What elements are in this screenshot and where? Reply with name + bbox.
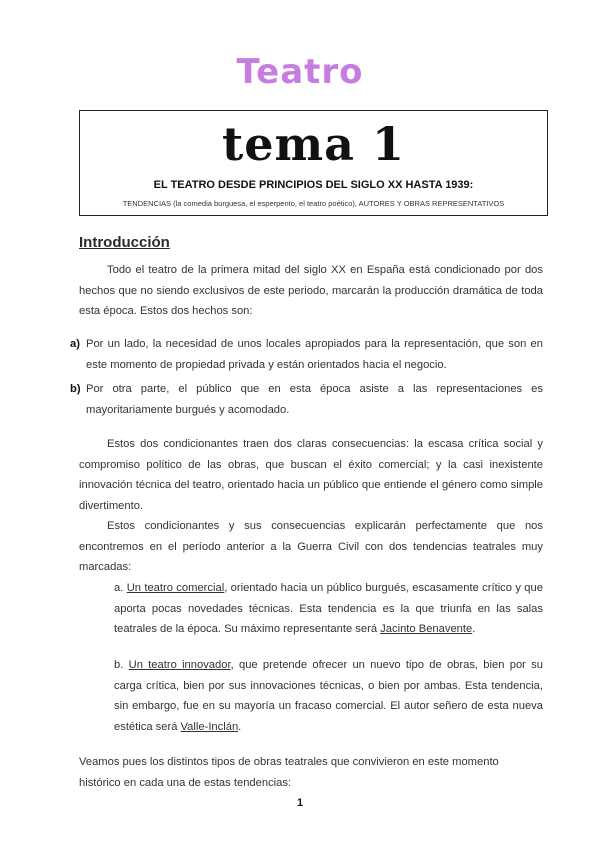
- sentence-end: .: [472, 623, 476, 635]
- list-marker: a): [70, 338, 80, 350]
- tendency-b: [114, 655, 543, 737]
- topic-subtitle: EL TEATRO DESDE PRINCIPIOS DEL SIGLO XX HASTA 1939:: [153, 179, 474, 191]
- paragraph-4: Veamos pues los distintos tipos de obras teatrales que convivieron en este momento histórico en cada una de estas tendencias:: [79, 756, 499, 789]
- page-number: 1: [296, 797, 304, 809]
- paragraph-3: Estos condicionantes y sus consecuencias explicarán perfectamente que nos encontremos en el período anterior a la Guerra Civil con dos tendencias teatrales muy marcadas:: [79, 520, 543, 573]
- title-box: [79, 110, 548, 216]
- author-name: Jacinto Benavente: [380, 623, 473, 635]
- tendency-name: Un teatro comercial: [126, 582, 225, 594]
- tendency-a: [114, 578, 543, 640]
- list-item-text: Por un lado, la necesidad de unos locales apropiados para la representación, que son en este momento de propiedad privada y están orientados hacia el negocio.: [86, 338, 543, 371]
- list-marker: b): [70, 383, 81, 395]
- list-item: [70, 379, 543, 420]
- topic-title: tema 1: [221, 117, 405, 171]
- list-item-text: Por otra parte, el público que en esta época asiste a las representaciones es mayoritariamente burgués y acomodado.: [86, 383, 543, 416]
- paragraph-1: Todo el teatro de la primera mitad del siglo XX en España está condicionado por dos hechos que no siendo exclusivos de este periodo, marcarán la producción dramática de toda esta época. Estos dos hechos son:: [79, 264, 543, 317]
- sentence-end: .: [238, 720, 242, 733]
- section-heading: Introducción: [79, 234, 170, 251]
- paragraph-2: Estos dos condicionantes traen dos claras consecuencias: la escasa crítica social y compromiso político de las obras, que buscan el éxito comercial; y la casi inexistente innovación técnica del teatro, orientado hacia un público que entiende el género como simple divertimento.: [79, 438, 543, 512]
- author-name: Valle-Inclán: [180, 720, 239, 733]
- teatro-logo: Teatro: [236, 52, 364, 92]
- tendency-prefix: a.: [114, 582, 127, 594]
- tendency-text: , que pretende ofrecer un nuevo tipo de obras, bien por su carga crítica, bien por sus innovaciones técnicas, o bien por ambas. Esta tendencia, sin embargo, fue en su mayoría un fracaso comercial. El autor señero de esta nueva estética será: [114, 659, 543, 733]
- list-item: [70, 334, 543, 375]
- tendency-text: , orientado hacia un público burgués, escasamente crítico y que aporta pocas novedades técnicas. Esta tendencia es la que triunfa en las salas teatrales de la época. Su máximo representante será: [114, 582, 543, 635]
- tendency-prefix: b.: [114, 659, 129, 671]
- tendency-name: Un teatro innovador: [128, 659, 231, 671]
- topic-tags: TENDENCIAS (la comedia burguesa, el esperpento, el teatro poético), AUTORES Y OBRAS REPRESENTATIVOS: [122, 199, 505, 208]
